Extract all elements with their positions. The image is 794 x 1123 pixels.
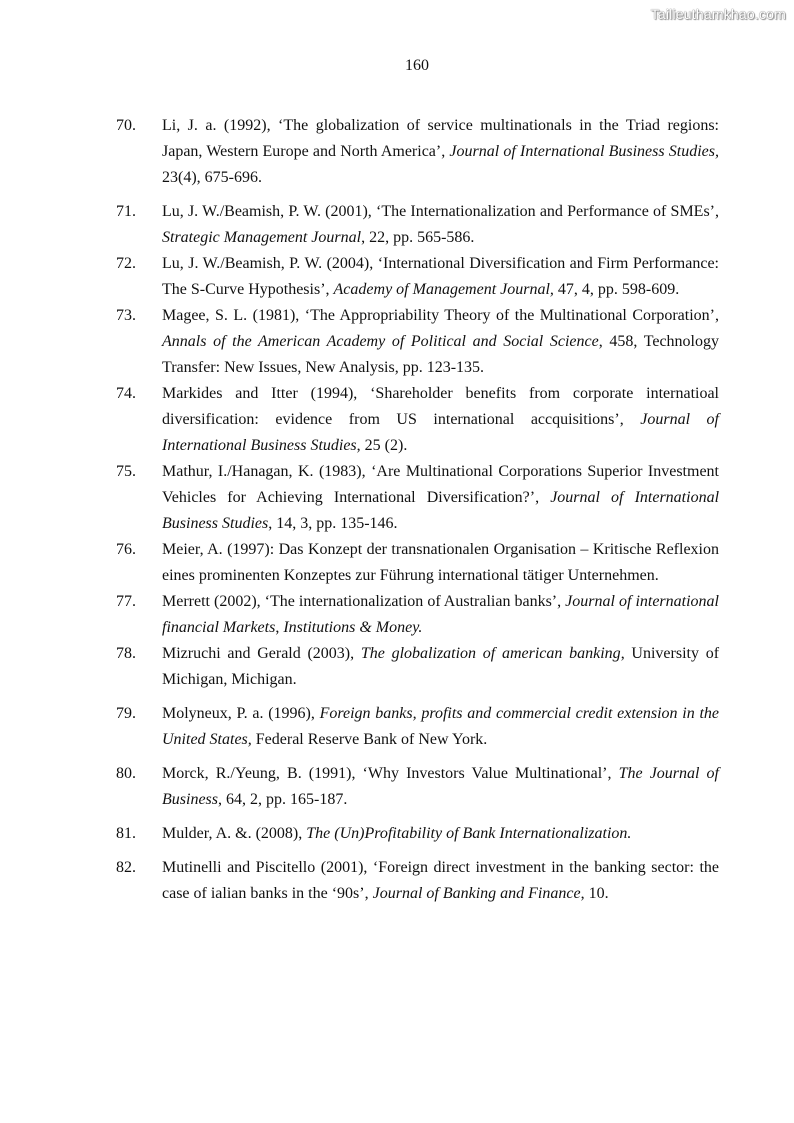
reference-item (116, 761, 719, 813)
reference-item (116, 589, 719, 641)
page-number: 160 (405, 57, 429, 74)
reference-item (116, 821, 719, 847)
reference-item (116, 537, 719, 589)
reference-number: 75. (116, 463, 136, 480)
reference-text: Lu, J. W./Beamish, P. W. (2001), ‘The Internationalization and Performance of SMEs’, Strategic Management Journal, 22, pp. 565-586. (162, 203, 719, 246)
reference-text: Mutinelli and Piscitello (2001), ‘Foreign direct investment in the banking sector: the case of ialian banks in the ‘90s’, Journal of Banking and Finance, 10. (162, 859, 719, 902)
reference-text: Mulder, A. &. (2008), The (Un)Profitability of Bank Internationalization. (162, 825, 632, 842)
reference-item (116, 641, 719, 693)
reference-text: Mathur, I./Hanagan, K. (1983), ‘Are Multinational Corporations Superior Investment Vehicles for Achieving International Diversification?’, Journal of International Business Studies, 14, 3, pp. 135-146. (162, 463, 720, 532)
reference-text: Li, J. a. (1992), ‘The globalization of service multinationals in the Triad regions: Japan, Western Europe and North America’, Journal of International Business Studies, 23(4), 675-696. (162, 117, 719, 186)
reference-number: 80. (116, 765, 136, 782)
reference-item (116, 855, 719, 907)
reference-text: Magee, S. L. (1981), ‘The Appropriability Theory of the Multinational Corporation’, Annals of the American Academy of Political and Social Science, 458, Technology Transfer: New Issues, New Analysis, pp. 123-135. (162, 307, 720, 376)
watermark: Tailieuthamkhao.com (650, 6, 786, 22)
reference-number: 76. (116, 541, 136, 558)
reference-text: Mizruchi and Gerald (2003), The globalization of american banking, University of Michigan, Michigan. (162, 645, 720, 688)
reference-number: 79. (116, 705, 136, 722)
reference-text: Molyneux, P. a. (1996), Foreign banks, profits and commercial credit extension in the United States, Federal Reserve Bank of New York. (162, 705, 720, 748)
reference-number: 70. (116, 117, 136, 134)
reference-list (116, 113, 719, 907)
reference-number: 78. (116, 645, 136, 662)
reference-text: Morck, R./Yeung, B. (1991), ‘Why Investors Value Multinational’, The Journal of Business, 64, 2, pp. 165-187. (162, 765, 720, 808)
reference-text: Markides and Itter (1994), ‘Shareholder benefits from corporate internatioal diversification: evidence from US international accquisitions’, Journal of International Business Studies, 25 (2). (162, 385, 719, 454)
reference-item (116, 381, 719, 459)
reference-text: Meier, A. (1997): Das Konzept der transnationalen Organisation – Kritische Reflexion eines prominenten Konzeptes zur Führung international tätiger Unternehmen. (162, 541, 719, 584)
reference-item (116, 303, 719, 381)
reference-text: Merrett (2002), ‘The internationalization of Australian banks’, Journal of international financial Markets, Institutions & Money. (162, 593, 719, 636)
reference-item (116, 251, 719, 303)
reference-number: 81. (116, 825, 136, 842)
reference-item (116, 113, 719, 191)
reference-number: 71. (116, 203, 136, 220)
reference-number: 77. (116, 593, 136, 610)
reference-number: 74. (116, 385, 136, 402)
reference-text: Lu, J. W./Beamish, P. W. (2004), ‘International Diversification and Firm Performance: The S-Curve Hypothesis’, Academy of Management Journal, 47, 4, pp. 598-609. (162, 255, 719, 298)
reference-item (116, 459, 719, 537)
reference-item (116, 199, 719, 251)
reference-item (116, 701, 719, 753)
reference-number: 72. (116, 255, 136, 272)
reference-number: 73. (116, 307, 136, 324)
reference-number: 82. (116, 859, 136, 876)
